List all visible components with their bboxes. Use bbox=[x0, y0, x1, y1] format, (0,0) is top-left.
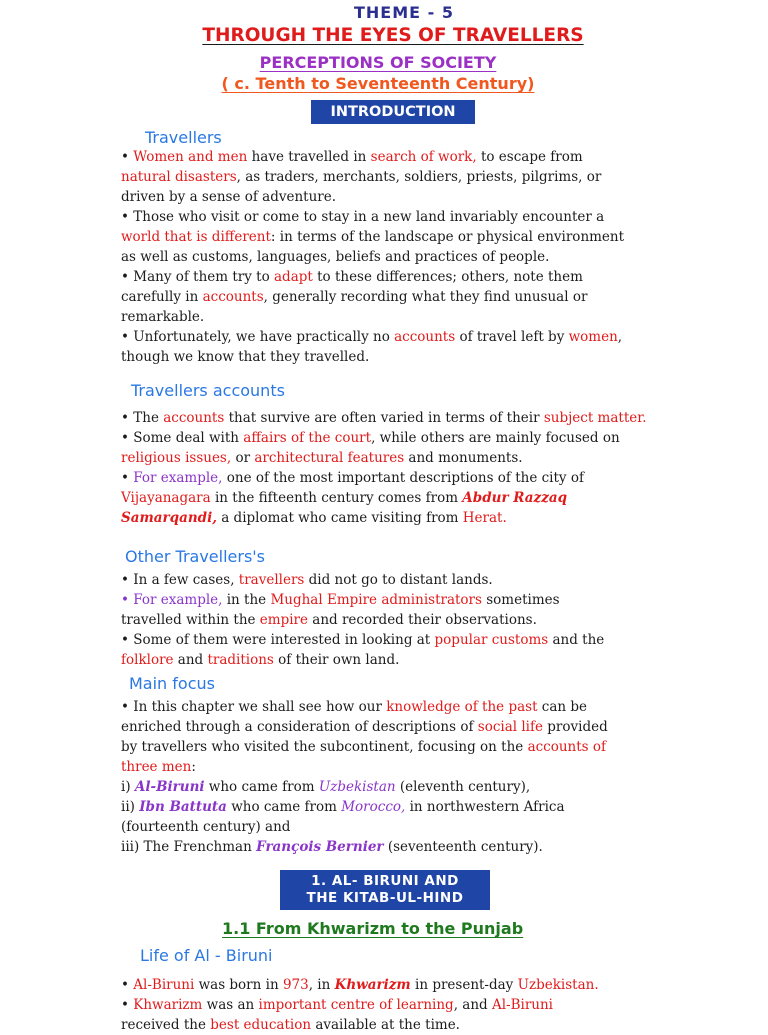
other-travellers-paragraph bbox=[121, 570, 661, 670]
highlighted-term: important centre of learning bbox=[258, 997, 454, 1013]
highlighted-term: Uzbekistan. bbox=[517, 977, 599, 993]
highlighted-term: Herat. bbox=[462, 510, 507, 526]
text-run: • Many of them try to bbox=[121, 269, 274, 285]
text-line bbox=[121, 307, 661, 327]
highlighted-term: social life bbox=[477, 719, 543, 735]
text-run: or bbox=[231, 450, 255, 466]
text-line bbox=[121, 347, 661, 367]
text-run: • Those who visit or come to stay in a new land invariably encounter a bbox=[121, 209, 605, 225]
text-run: in the bbox=[222, 592, 271, 608]
text-line bbox=[121, 610, 661, 630]
text-run: by travellers who visited the subcontinent, focusing on the bbox=[121, 739, 528, 755]
text-run: can be bbox=[537, 699, 588, 715]
highlighted-term: best education bbox=[210, 1017, 312, 1033]
highlighted-term: François Bernier bbox=[256, 839, 384, 855]
highlighted-term: Mughal Empire administrators bbox=[270, 592, 482, 608]
text-run: : in terms of the landscape or physical environment bbox=[270, 229, 625, 245]
text-run: • bbox=[121, 149, 134, 165]
text-run: , and bbox=[453, 997, 492, 1013]
text-run: provided bbox=[542, 719, 608, 735]
text-run: who came from bbox=[226, 799, 342, 815]
text-run: remarkable. bbox=[121, 309, 205, 325]
text-line bbox=[121, 508, 661, 528]
text-run: though we know that they travelled. bbox=[121, 349, 370, 365]
text-run: • The bbox=[121, 410, 164, 426]
text-line bbox=[121, 227, 661, 247]
text-run: (eleventh century), bbox=[395, 779, 531, 795]
text-line bbox=[121, 737, 661, 757]
highlighted-term: Al-Biruni bbox=[134, 779, 205, 795]
text-run: iii) The Frenchman bbox=[121, 839, 257, 855]
text-run: travelled within the bbox=[121, 612, 260, 628]
text-line bbox=[121, 488, 661, 508]
text-run: was an bbox=[202, 997, 259, 1013]
text-line bbox=[121, 590, 661, 610]
highlighted-term: natural disasters bbox=[121, 169, 237, 185]
text-run: and the bbox=[548, 632, 605, 648]
text-line bbox=[121, 995, 661, 1015]
highlighted-term: world that is different bbox=[121, 229, 271, 245]
text-run: (seventeenth century). bbox=[383, 839, 543, 855]
text-line bbox=[121, 777, 661, 797]
text-run: driven by a sense of adventure. bbox=[121, 189, 337, 205]
text-line bbox=[121, 187, 661, 207]
text-run: , bbox=[617, 329, 623, 345]
text-run: to these differences; others, note them bbox=[312, 269, 583, 285]
text-run: • bbox=[121, 470, 134, 486]
text-line bbox=[121, 247, 661, 267]
travellers-accounts-heading: Travellers accounts bbox=[131, 381, 285, 400]
highlighted-term: subject matter. bbox=[543, 410, 647, 426]
text-run: i) bbox=[121, 779, 135, 795]
text-line bbox=[121, 650, 661, 670]
text-run: and monuments. bbox=[404, 450, 523, 466]
highlighted-term: accounts bbox=[394, 329, 456, 345]
highlighted-term: folklore bbox=[121, 652, 174, 668]
text-run: • Some of them were interested in looking at bbox=[121, 632, 435, 648]
section-1-banner bbox=[280, 870, 490, 910]
highlighted-term: adapt bbox=[274, 269, 313, 285]
text-run: of their own land. bbox=[273, 652, 400, 668]
section-1-1-heading: 1.1 From Khwarizm to the Punjab bbox=[222, 919, 524, 938]
text-line bbox=[121, 817, 661, 837]
highlighted-term: popular customs bbox=[434, 632, 549, 648]
main-focus-paragraph bbox=[121, 697, 661, 857]
text-run: carefully in bbox=[121, 289, 203, 305]
text-run: • In a few cases, bbox=[121, 572, 239, 588]
text-line bbox=[121, 837, 661, 857]
section-1-banner-line1: 1. AL- BIRUNI AND bbox=[311, 873, 459, 889]
text-run: available at the time. bbox=[311, 1017, 460, 1033]
highlighted-term: accounts of bbox=[527, 739, 607, 755]
text-run: received the bbox=[121, 1017, 211, 1033]
text-line bbox=[121, 468, 661, 488]
text-line bbox=[121, 408, 661, 428]
section-1-banner-line2: THE KITAB-UL-HIND bbox=[306, 890, 464, 906]
highlighted-term: Al-Biruni bbox=[133, 977, 195, 993]
text-run: in northwestern Africa bbox=[405, 799, 565, 815]
highlighted-term: Abdur Razzaq bbox=[462, 490, 568, 506]
text-run: • In this chapter we shall see how our bbox=[121, 699, 387, 715]
highlighted-term: Samarqandi, bbox=[121, 510, 217, 526]
text-run: of travel left by bbox=[455, 329, 569, 345]
main-focus-heading: Main focus bbox=[129, 674, 215, 693]
travellers-paragraph bbox=[121, 147, 661, 367]
page-subtitle: PERCEPTIONS OF SOCIETY bbox=[259, 53, 497, 72]
text-run: : bbox=[191, 759, 196, 775]
text-run: , while others are mainly focused on bbox=[371, 430, 620, 446]
highlighted-term: Khwarizm bbox=[133, 997, 203, 1013]
highlighted-term: women bbox=[568, 329, 618, 345]
highlighted-term: architectural features bbox=[254, 450, 405, 466]
period-subtitle: ( c. Tenth to Seventeenth Century) bbox=[221, 74, 535, 93]
page-title: THROUGH THE EYES OF TRAVELLERS bbox=[202, 25, 584, 46]
text-run: have travelled in bbox=[247, 149, 371, 165]
text-run: , as traders, merchants, soldiers, priests, pilgrims, or bbox=[236, 169, 602, 185]
text-run: ii) bbox=[121, 799, 140, 815]
text-line bbox=[121, 757, 661, 777]
text-run: did not go to distant lands. bbox=[304, 572, 493, 588]
text-run: who came from bbox=[204, 779, 319, 795]
highlighted-term: Uzbekistan bbox=[318, 779, 396, 795]
text-line bbox=[121, 207, 661, 227]
highlighted-term: accounts bbox=[163, 410, 225, 426]
text-line bbox=[121, 267, 661, 287]
travellers-accounts-paragraph bbox=[121, 408, 661, 528]
life-of-al-biruni-heading: Life of Al - Biruni bbox=[140, 946, 273, 965]
introduction-banner: INTRODUCTION bbox=[311, 100, 475, 124]
text-run: , in bbox=[308, 977, 335, 993]
text-run: as well as customs, languages, beliefs and practices of people. bbox=[121, 249, 550, 265]
highlighted-term: travellers bbox=[238, 572, 305, 588]
text-run: , generally recording what they find unusual or bbox=[263, 289, 588, 305]
highlighted-term: Morocco, bbox=[341, 799, 406, 815]
text-line bbox=[121, 1015, 661, 1035]
text-line bbox=[121, 797, 661, 817]
highlighted-term: Women and men bbox=[133, 149, 248, 165]
text-run: in the fifteenth century comes from bbox=[210, 490, 463, 506]
text-line bbox=[121, 630, 661, 650]
highlighted-term: Al-Biruni bbox=[491, 997, 553, 1013]
text-run: and bbox=[173, 652, 208, 668]
text-line bbox=[121, 327, 661, 347]
highlighted-term: religious issues, bbox=[121, 450, 232, 466]
highlighted-term: 973 bbox=[282, 977, 309, 993]
highlighted-term: • For example, bbox=[121, 592, 223, 608]
text-run: and recorded their observations. bbox=[308, 612, 537, 628]
text-run: one of the most important descriptions of the city of bbox=[222, 470, 584, 486]
text-run: enriched through a consideration of descriptions of bbox=[121, 719, 478, 735]
text-line bbox=[121, 570, 661, 590]
text-line bbox=[121, 287, 661, 307]
text-run: in present-day bbox=[410, 977, 518, 993]
highlighted-term: For example, bbox=[133, 470, 223, 486]
highlighted-term: empire bbox=[259, 612, 308, 628]
text-line bbox=[121, 697, 661, 717]
text-line bbox=[121, 147, 661, 167]
text-run: was born in bbox=[194, 977, 283, 993]
text-run: • Unfortunately, we have practically no bbox=[121, 329, 395, 345]
highlighted-term: three men bbox=[121, 759, 192, 775]
text-line bbox=[121, 167, 661, 187]
text-line bbox=[121, 448, 661, 468]
other-travellers-heading: Other Travellers's bbox=[125, 547, 266, 566]
text-run: sometimes bbox=[481, 592, 560, 608]
highlighted-term: affairs of the court bbox=[243, 430, 372, 446]
text-run: that survive are often varied in terms of their bbox=[224, 410, 544, 426]
text-run: • bbox=[121, 997, 134, 1013]
highlighted-term: traditions bbox=[207, 652, 274, 668]
highlighted-term: Khwarizm bbox=[334, 977, 411, 993]
text-run: to escape from bbox=[476, 149, 583, 165]
theme-label: THEME - 5 bbox=[354, 3, 454, 22]
text-run: (fourteenth century) and bbox=[121, 819, 291, 835]
travellers-heading: Travellers bbox=[145, 128, 222, 147]
text-run: • bbox=[121, 977, 134, 993]
text-run: a diplomat who came visiting from bbox=[216, 510, 463, 526]
highlighted-term: Ibn Battuta bbox=[139, 799, 227, 815]
highlighted-term: accounts bbox=[202, 289, 264, 305]
text-run: • Some deal with bbox=[121, 430, 244, 446]
highlighted-term: search of work, bbox=[370, 149, 477, 165]
highlighted-term: Vijayanagara bbox=[121, 490, 211, 506]
life-of-al-biruni-paragraph bbox=[121, 975, 661, 1035]
text-line bbox=[121, 975, 661, 995]
text-line bbox=[121, 428, 661, 448]
highlighted-term: knowledge of the past bbox=[386, 699, 538, 715]
text-line bbox=[121, 717, 661, 737]
